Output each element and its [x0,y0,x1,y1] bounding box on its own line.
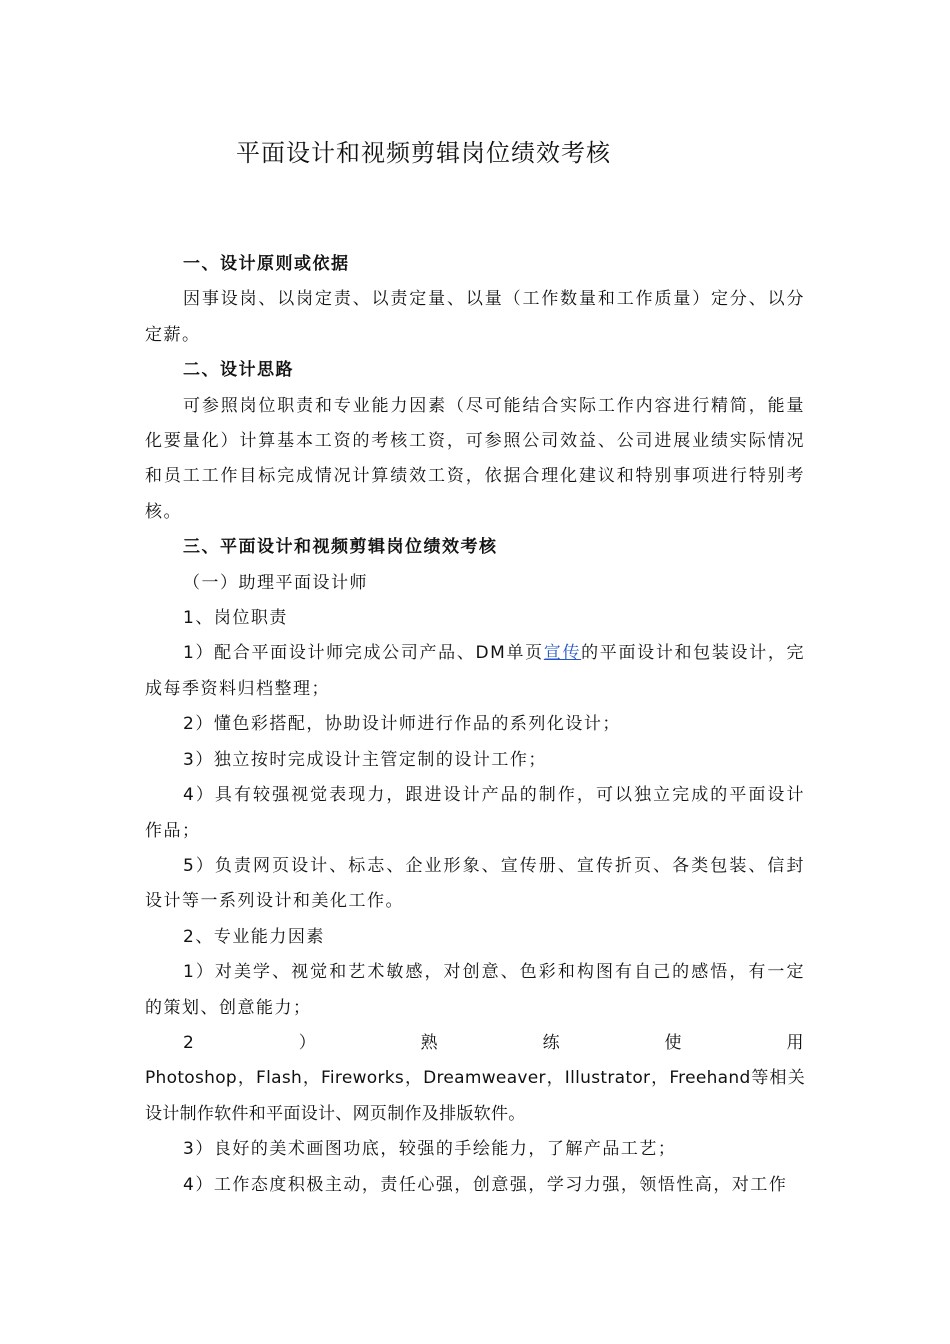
section-1-heading: 一、设计原则或依据 [183,254,350,274]
subsection-assistant-designer: （一）助理平面设计师 [183,572,368,593]
document-title: 平面设计和视频剪辑岗位绩效考核 [236,139,611,167]
section-2-body: 可参照岗位职责和专业能力因素（尽可能结合实际工作内容进行精简，能量化要量化）计算基本工资的考核工资，可参照公司效益、公司进展业绩实际情况和员工工作目标完成情况计算绩效工资，依据合理化建议和特别事项进行特别考核。 [145,395,805,522]
ability-heading: 2、专业能力因素 [183,926,325,947]
ability-item-1: 1）对美学、视觉和艺术敏感，对创意、色彩和构图有自己的感悟，有一定的策划、创意能力； [145,962,805,1018]
ability-2-char: 使 [664,1032,684,1053]
section-1-body: 因事设岗、以岗定责、以责定量、以量（工作数量和工作质量）定分、以分定薪。 [145,289,805,345]
ability-2-char: ） [298,1032,318,1053]
ability-item-4: 4）工作态度积极主动，责任心强，创意强，学习力强，领悟性高，对工作 [183,1174,788,1195]
section-3-heading: 三、平面设计和视频剪辑岗位绩效考核 [183,537,498,558]
duty-item-4: 4）具有较强视觉表现力，跟进设计产品的制作，可以独立完成的平面设计作品； [145,785,805,841]
publicity-link[interactable]: 宣传 [543,643,582,664]
ability-2-char: 练 [542,1032,562,1053]
duties-heading: 1、岗位职责 [183,608,288,629]
duty-item-1 [145,636,805,707]
ability-2-char: 熟 [420,1032,440,1053]
ability-item-3: 3）良好的美术画图功底，较强的手绘能力，了解产品工艺； [183,1139,677,1160]
document-body [145,247,805,1203]
duty-item-5: 5）负责网页设计、标志、企业形象、宣传册、宣传折页、各类包装、信封设计等一系列设计和美化工作。 [145,855,805,912]
duty-1-text-a: 1）配合平面设计师完成公司产品、DM单页 [183,643,544,664]
duty-item-2: 2）懂色彩搭配，协助设计师进行作品的系列化设计； [183,714,621,735]
ability-2-char: 2 [183,1032,196,1053]
duty-1-text-b: 的平面设计和包装设计，完成每季资料归档整理； [145,643,806,699]
section-2-heading: 二、设计思路 [183,360,294,381]
ability-2-char: 用 [786,1032,805,1053]
duty-item-3: 3）独立按时完成设计主管定制的设计工作； [183,749,547,770]
ability-item-2-first-line [145,1026,805,1061]
ability-item-2-rest: Photoshop，Flash，Fireworks，Dreamweaver，Illustrator，Freehand等相关设计制作软件和平面设计、网页制作及排版软件。 [145,1068,805,1124]
